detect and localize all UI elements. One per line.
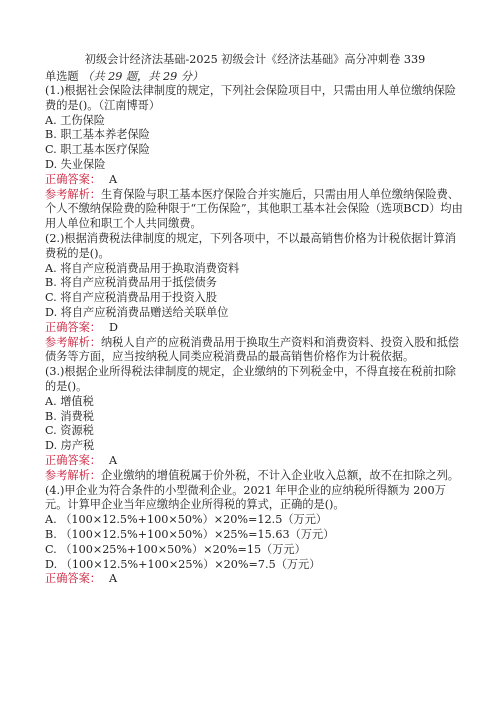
question-stem: (3.)根据企业所得税法律制度的规定，企业缴纳的下列税金中，不得直接在税前扣除的是()。: [45, 365, 456, 393]
explanation: [45, 469, 465, 484]
answer-value: A: [108, 172, 118, 186]
answer-value: D: [108, 320, 118, 334]
explanation-label: 参考解析：: [45, 187, 101, 201]
answer-label: 正确答案：: [45, 320, 101, 334]
answer-row: [45, 454, 465, 469]
option-b: B. 职工基本养老保险: [45, 128, 150, 142]
option-a: A. 将自产应税消费品用于换取消费资料: [45, 261, 240, 275]
question-4: [45, 484, 465, 588]
section-header: [45, 69, 465, 84]
option-d: D. 将自产应税消费品赠送给关联单位: [45, 305, 229, 319]
option-a: A. （100×12.5%+100×50%）×20%=12.5（万元）: [45, 513, 328, 527]
answer-value: A: [108, 453, 118, 467]
explanation: [45, 336, 465, 366]
answer-label: 正确答案：: [45, 172, 101, 186]
answer-row: [45, 173, 465, 188]
answer-row: [45, 321, 465, 336]
option-c: C. 资源税: [45, 424, 94, 438]
explanation-label: 参考解析：: [45, 468, 101, 482]
option-a: A. 增值税: [45, 394, 94, 408]
option-c: C. （100×25%+100×50%）×20%=15（万元）: [45, 542, 306, 556]
explanation-text: 企业缴纳的增值税属于价外税，不计入企业收入总额，故不在扣除之列。: [100, 468, 459, 482]
answer-row: [45, 572, 465, 587]
explanation-text: 生育保险与职工基本医疗保险合并实施后，只需由用人单位缴纳保险费、个人不缴纳保险费的险种限于“工伤保险”，其他职工基本社会保险（选项BCD）均由用人单位和职工个人共同缴费。: [45, 187, 463, 231]
option-b: B. 将自产应税消费品用于抵偿债务: [45, 276, 217, 290]
option-c: C. 将自产应税消费品用于投资入股: [45, 291, 217, 305]
explanation: [45, 188, 465, 232]
answer-value: A: [108, 572, 118, 586]
question-3: [45, 365, 465, 483]
option-a: A. 工伤保险: [45, 113, 105, 127]
section-label: 单选题: [45, 70, 79, 83]
answer-label: 正确答案：: [45, 572, 101, 586]
question-stem: (4.)甲企业为符合条件的小型微利企业。2021 年甲企业的应纳税所得额为 200万元。计算甲企业当年应缴纳企业所得税的算式，正确的是()。: [45, 483, 446, 512]
option-c: C. 职工基本医疗保险: [45, 143, 150, 157]
explanation-label: 参考解析：: [45, 335, 101, 349]
option-d: D. 房产税: [45, 439, 95, 453]
question-2: [45, 232, 465, 365]
option-b: B. 消费税: [45, 409, 94, 423]
option-b: B. （100×12.5%+100×50%）×25%=15.63（万元）: [45, 527, 335, 541]
option-d: D. 失业保险: [45, 157, 106, 171]
document-body: [45, 52, 465, 587]
answer-label: 正确答案：: [45, 453, 101, 467]
question-stem: (1.)根据社会保险法律制度的规定，下列社会保险项目中，只需由用人单位缴纳保险费的是()。（江南博哥）: [45, 84, 456, 112]
question-1: [45, 84, 465, 232]
option-d: D. （100×12.5%+100×25%）×20%=7.5（万元）: [45, 557, 321, 571]
explanation-text: 纳税人自产的应税消费品用于换取生产资料和消费资料、投资入股和抵偿债务等方面，应当按纳税人同类应税消费品的最高销售价格作为计税依据。: [45, 335, 459, 364]
document-title: 初级会计经济法基础-2025 初级会计《经济法基础》高分冲刺卷 339: [84, 53, 426, 66]
section-note: （共 29 题，共 29 分）: [82, 70, 204, 83]
question-stem: (2.)根据消费税法律制度的规定，下列各项中，不以最高销售价格为计税依据计算消费税的是()。: [45, 231, 456, 260]
